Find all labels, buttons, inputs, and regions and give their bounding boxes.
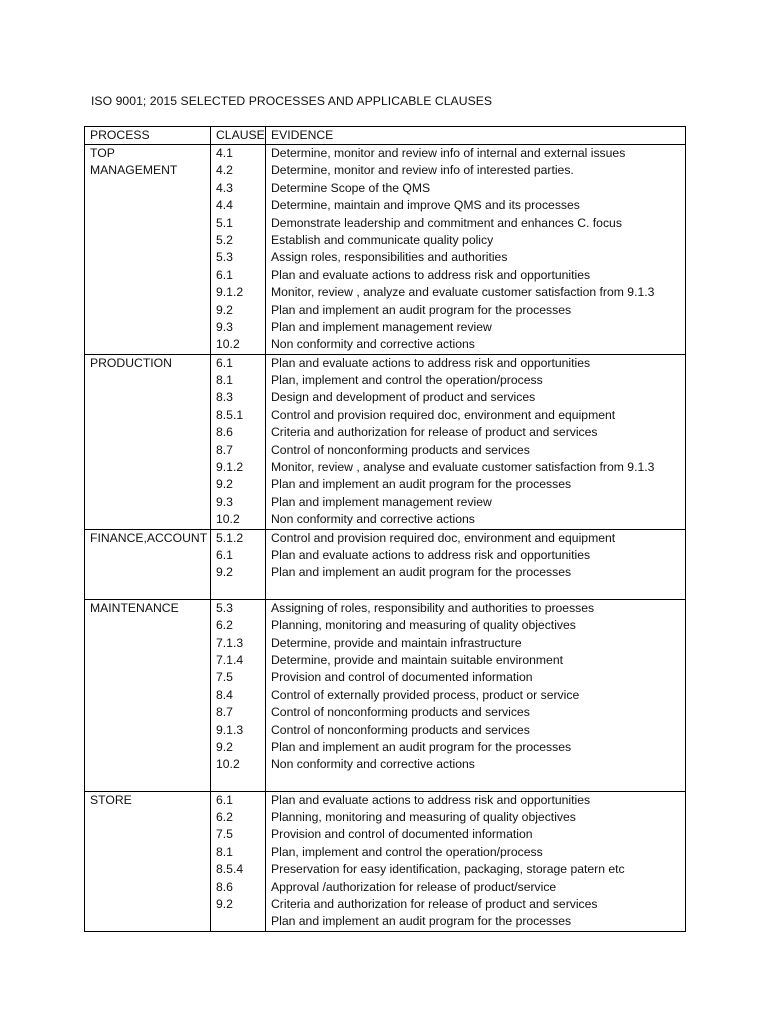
evidence-item: Determine, monitor and review info of internal and external issues xyxy=(271,146,626,160)
clause-number: 9.3 xyxy=(216,494,233,509)
clause-number: 8.1 xyxy=(216,373,233,388)
process-name: PRODUCTION xyxy=(90,355,172,370)
clause-number: 10.2 xyxy=(216,757,240,772)
clause-number: 6.1 xyxy=(216,267,233,282)
evidence-item: Non conformity and corrective actions xyxy=(271,757,475,772)
process-name: MANAGEMENT xyxy=(90,163,178,178)
evidence-item: Determine, provide and maintain infrastructure xyxy=(271,635,522,650)
evidence-item: Design and development of product and services xyxy=(271,390,536,405)
evidence-item: Criteria and authorization for release of product and services xyxy=(271,897,598,912)
evidence-item: Determine, monitor and review info of interested parties. xyxy=(271,163,574,178)
evidence-cell xyxy=(266,354,686,529)
clause-number: 5.3 xyxy=(216,600,233,615)
clause-number: 5.1.2 xyxy=(216,530,244,545)
clause-cell xyxy=(211,599,266,791)
evidence-item: Plan, implement and control the operation/process xyxy=(271,373,543,388)
clause-number: 6.1 xyxy=(216,792,233,807)
evidence-item: Assigning of roles, responsibility and authorities to proesses xyxy=(271,600,595,615)
table-row xyxy=(85,529,686,599)
clause-number: 9.2 xyxy=(216,739,233,754)
clause-number: 6.1 xyxy=(216,547,233,562)
process-cell xyxy=(85,599,211,791)
clause-number: 8.3 xyxy=(216,390,233,405)
table-row xyxy=(85,145,686,355)
evidence-item: Planning, monitoring and measuring of quality objectives xyxy=(271,810,576,825)
evidence-item: Control of externally provided process, product or service xyxy=(271,687,580,702)
process-name: STORE xyxy=(90,792,132,807)
clause-cell xyxy=(211,791,266,931)
evidence-item: Determine, maintain and improve QMS and its processes xyxy=(271,198,580,213)
clause-number: 4.4 xyxy=(216,198,233,213)
clause-number: 7.1.4 xyxy=(216,652,244,667)
evidence-item: Provision and control of documented information xyxy=(271,670,533,685)
clause-number: 6.2 xyxy=(216,810,233,825)
evidence-item: Determine Scope of the QMS xyxy=(271,180,431,195)
document-title: ISO 9001; 2015 SELECTED PROCESSES AND APPLICABLE CLAUSES xyxy=(91,94,493,108)
evidence-item: Preservation for easy identification, packaging, storage patern etc xyxy=(271,862,625,877)
clause-number: 9.2 xyxy=(216,565,233,580)
evidence-item: Non conformity and corrective actions xyxy=(271,512,475,527)
evidence-item: Plan and evaluate actions to address risk and opportunities xyxy=(271,792,591,807)
clause-number: 8.1 xyxy=(216,844,233,859)
evidence-item: Plan and implement management review xyxy=(271,494,492,509)
evidence-item: Control of nonconforming products and services xyxy=(271,722,530,737)
clause-number: 6.1 xyxy=(216,355,233,370)
clause-number: 8.4 xyxy=(216,687,233,702)
evidence-item: Plan and evaluate actions to address risk and opportunities xyxy=(271,355,591,370)
evidence-cell xyxy=(266,145,686,355)
process-name: MAINTENANCE xyxy=(90,600,179,615)
evidence-item: Plan and evaluate actions to address risk and opportunities xyxy=(271,547,591,562)
clause-number: 9.1.2 xyxy=(216,460,244,475)
evidence-item: Plan, implement and control the operation/process xyxy=(271,844,543,859)
evidence-item: Plan and evaluate actions to address risk and opportunities xyxy=(271,267,591,282)
header-process: PROCESS xyxy=(85,127,211,145)
evidence-item: Monitor, review , analyze and evaluate customer satisfaction from 9.1.3 xyxy=(271,285,655,300)
clause-number: 9.1.3 xyxy=(216,722,244,737)
clause-number: 8.7 xyxy=(216,705,233,720)
clause-number: 6.2 xyxy=(216,618,233,633)
clause-number: 5.1 xyxy=(216,215,233,230)
table-row xyxy=(85,791,686,931)
evidence-item: Monitor, review , analyse and evaluate customer satisfaction from 9.1.3 xyxy=(271,460,655,475)
evidence-item: Plan and implement an audit program for the processes xyxy=(271,302,572,317)
clause-number: 9.3 xyxy=(216,319,233,334)
table-body xyxy=(85,145,686,932)
evidence-cell xyxy=(266,529,686,599)
clause-number: 5.2 xyxy=(216,232,233,247)
header-clause: CLAUSE xyxy=(211,127,266,145)
clause-number: 7.1.3 xyxy=(216,635,244,650)
clause-number: 9.1.2 xyxy=(216,285,244,300)
evidence-item: Plan and implement management review xyxy=(271,319,492,334)
clause-cell xyxy=(211,529,266,599)
clause-number: 8.6 xyxy=(216,879,233,894)
evidence-item: Control of nonconforming products and services xyxy=(271,705,530,720)
clause-number: 7.5 xyxy=(216,670,233,685)
evidence-item: Planning, monitoring and measuring of quality objectives xyxy=(271,618,576,633)
clause-cell xyxy=(211,354,266,529)
clause-number: 5.3 xyxy=(216,250,233,265)
clause-number: 9.2 xyxy=(216,897,233,912)
evidence-item: Plan and implement an audit program for the processes xyxy=(271,477,572,492)
evidence-item: Assign roles, responsibilities and authorities xyxy=(271,250,508,265)
process-cell xyxy=(85,145,211,355)
clause-cell xyxy=(211,145,266,355)
process-name: TOP xyxy=(90,146,115,160)
header-evidence: EVIDENCE xyxy=(266,127,686,145)
clause-number: 9.2 xyxy=(216,477,233,492)
table-row xyxy=(85,354,686,529)
evidence-item: Establish and communicate quality policy xyxy=(271,232,494,247)
process-cell xyxy=(85,354,211,529)
clause-number: 10.2 xyxy=(216,512,240,527)
evidence-cell xyxy=(266,599,686,791)
evidence-item: Control of nonconforming products and services xyxy=(271,442,530,457)
clause-number: 7.5 xyxy=(216,827,233,842)
clause-number: 4.1 xyxy=(216,146,233,160)
evidence-item: Approval /authorization for release of product/service xyxy=(271,879,557,894)
clause-number: 10.2 xyxy=(216,337,240,352)
table-row xyxy=(85,599,686,791)
evidence-item: Plan and implement an audit program for the processes xyxy=(271,565,572,580)
process-cell xyxy=(85,529,211,599)
evidence-item: Control and provision required doc, environment and equipment xyxy=(271,530,616,545)
evidence-item: Determine, provide and maintain suitable environment xyxy=(271,652,563,667)
clause-number: 8.6 xyxy=(216,425,233,440)
evidence-item: Plan and implement an audit program for the processes xyxy=(271,739,572,754)
clause-number: 8.7 xyxy=(216,442,233,457)
clause-number: 4.3 xyxy=(216,180,233,195)
clause-number: 4.2 xyxy=(216,163,233,178)
clause-number: 8.5.1 xyxy=(216,407,244,422)
evidence-item: Plan and implement an audit program for the processes xyxy=(271,914,572,929)
clause-number: 9.2 xyxy=(216,302,233,317)
process-name: FINANCE,ACCOUNT xyxy=(90,530,208,545)
table-header-row xyxy=(85,127,686,145)
evidence-item: Non conformity and corrective actions xyxy=(271,337,475,352)
evidence-item: Provision and control of documented information xyxy=(271,827,533,842)
process-cell xyxy=(85,791,211,931)
evidence-item: Demonstrate leadership and commitment and enhances C. focus xyxy=(271,215,622,230)
evidence-item: Control and provision required doc, environment and equipment xyxy=(271,407,616,422)
evidence-cell xyxy=(266,791,686,931)
clause-number: 8.5.4 xyxy=(216,862,244,877)
process-clause-table xyxy=(84,126,686,932)
evidence-item: Criteria and authorization for release of product and services xyxy=(271,425,598,440)
